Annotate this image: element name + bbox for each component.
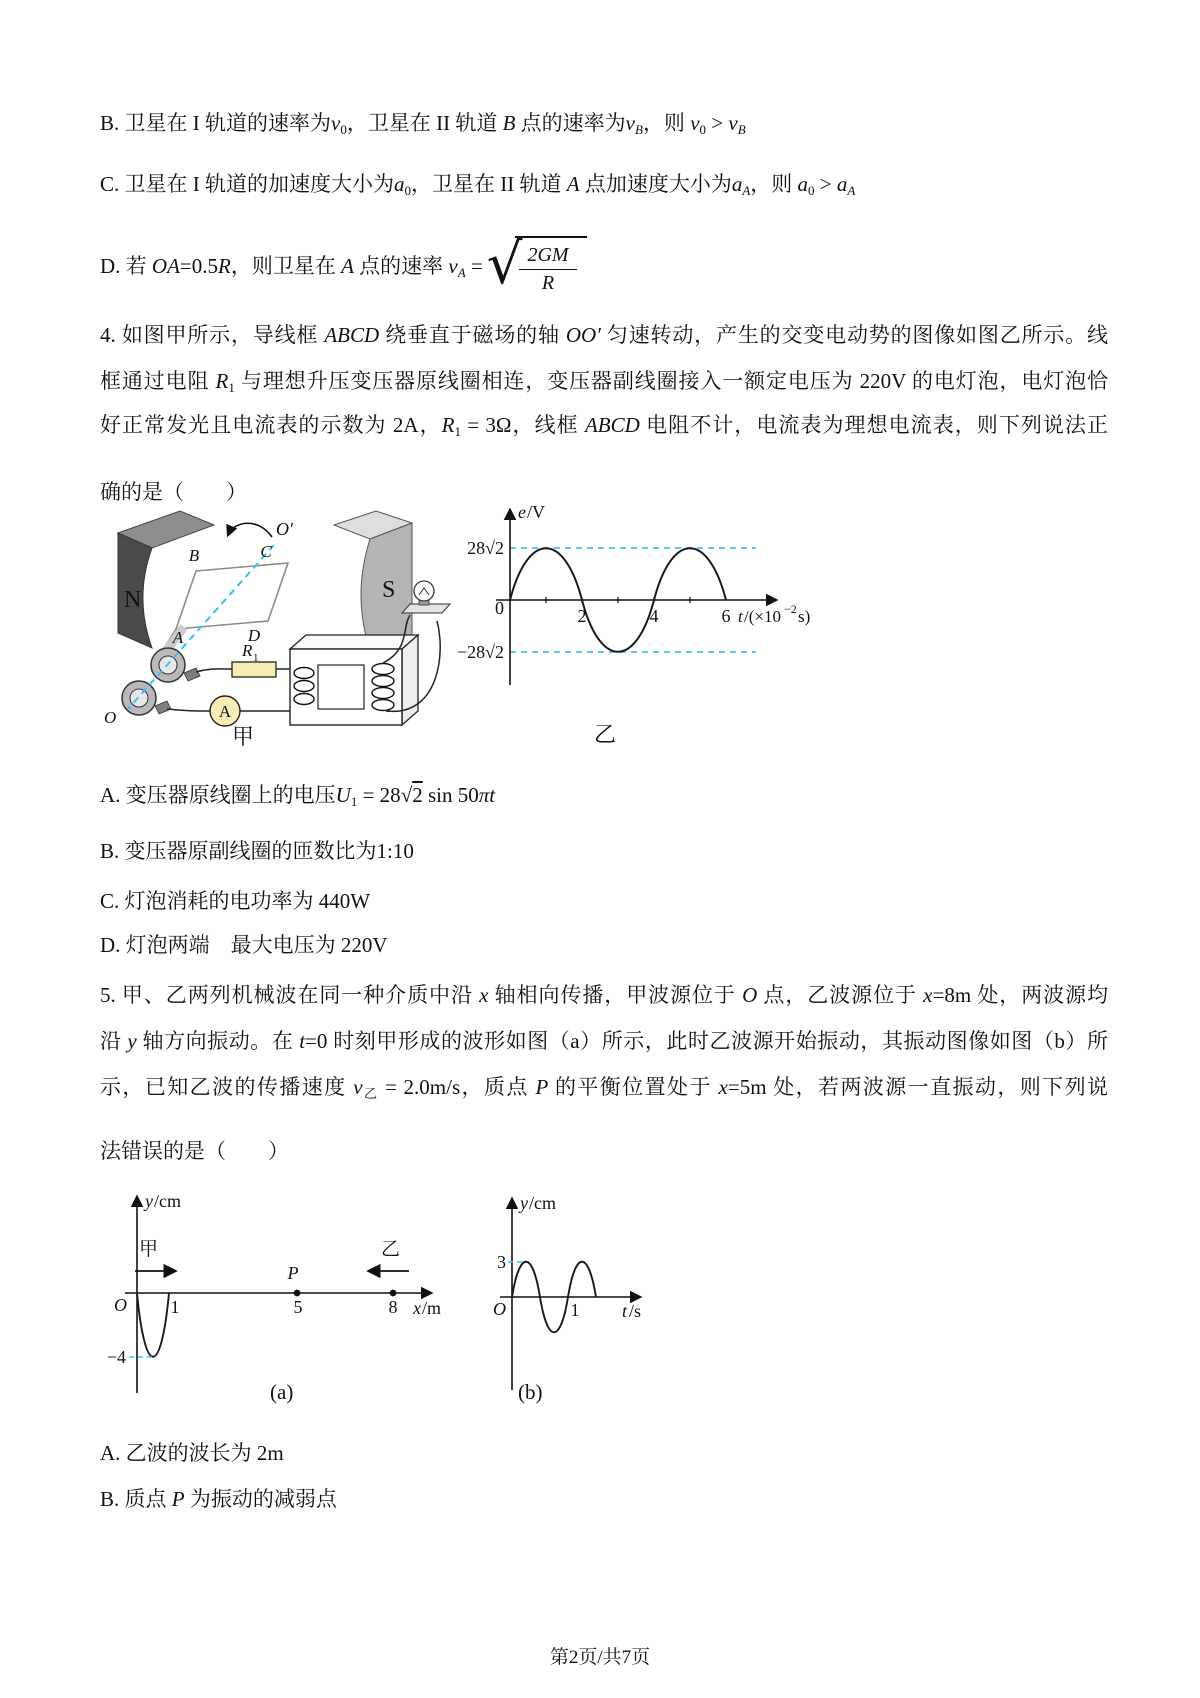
x-axis-unit: /m (422, 1298, 442, 1318)
figure-emf-graph (450, 500, 890, 700)
x-axis-mid: /(×10 (744, 607, 781, 626)
ammeter-label: A (218, 702, 232, 721)
fraction-numerator: 2GM (519, 244, 576, 270)
label-r1-sub: 1 (253, 652, 259, 664)
radical-expression (486, 232, 587, 298)
q3-option-c: C. 卫星在 I 轨道的加速度大小为a0，卫星在 II 轨道 A 点加速度大小为aA，则 a0 > aA (100, 172, 856, 198)
wave-b-svg (450, 1185, 650, 1400)
tick-8: 8 (388, 1297, 398, 1317)
tick-4: 4 (649, 606, 659, 626)
figure-yi-caption: 乙 (594, 722, 617, 747)
figure-jia-caption: 甲 (232, 724, 255, 749)
origin-label: 0 (495, 598, 504, 618)
label-jia: 甲 (139, 1239, 159, 1260)
q4-stem-line4: 确的是（ ） (100, 480, 247, 504)
rotation-arrow-icon (228, 523, 272, 537)
x-axis-sup: −2 (784, 602, 797, 616)
tick-6: 6 (721, 606, 731, 626)
figure-wave-a (95, 1185, 450, 1405)
tick-5: 5 (293, 1297, 303, 1317)
tick-2: 2 (577, 606, 587, 626)
x-axis-var: t (622, 1301, 628, 1321)
q4-stem-line2: 框通过电阻 R1 与理想升压变压器原线圈相连，变压器副线圈接入一额定电压为 220V 的电灯泡，电灯泡恰 (100, 369, 1108, 395)
label-o-prime: O′ (276, 519, 293, 539)
wave-a-svg (95, 1185, 450, 1400)
q5-stem-line4: 法错误的是（ ） (100, 1139, 289, 1163)
q4-option-b: B. 变压器原副线圈的匝数比为1:10 (100, 839, 414, 863)
q3-option-d (100, 230, 587, 300)
label-c: C (260, 542, 272, 561)
y-min-label: −28√2 (456, 642, 504, 662)
wire (196, 669, 232, 672)
magnet-s-label: S (382, 577, 396, 603)
q4-option-c: C. 灯泡消耗的电功率为 440W (100, 889, 371, 913)
y-axis-unit: /V (527, 502, 545, 522)
source-yi-dot (390, 1290, 397, 1297)
label-p: P (287, 1263, 299, 1283)
wave-half-trough (137, 1293, 169, 1357)
q4-stem-line1: 4. 如图甲所示，导线框 ABCD 绕垂直于磁场的轴 OO′ 匀速转动，产生的交变电动势的图像如图乙所示。线 (100, 323, 1109, 347)
q4-stem-line3: 好正常发光且电流表的示数为 2A，R1 = 3Ω，线框 ABCD 电阻不计，电流表为理想电流表，则下列说法正 (100, 413, 1109, 439)
x-axis-var: x (413, 1298, 421, 1318)
label-yi: 乙 (381, 1239, 401, 1260)
radical-sign-icon: √ (486, 232, 523, 298)
y-axis-unit: /cm (529, 1193, 556, 1213)
figure-generator-diagram (92, 505, 454, 738)
slip-rings (122, 648, 200, 715)
y-axis-unit: /cm (154, 1191, 181, 1211)
page-number: 第2页/共7页 (549, 1647, 651, 1668)
figure-wave-b (450, 1185, 650, 1405)
origin-label: O (114, 1295, 127, 1315)
y3-label: 3 (497, 1252, 506, 1272)
y-axis-var: y (145, 1191, 153, 1211)
magnet-n-label: N (124, 587, 142, 613)
neg4-label: −4 (106, 1347, 126, 1367)
y-axis-var: e (518, 502, 526, 522)
q4-option-a: A. 变压器原线圈上的电压U1 = 28√2 sin 50πt (100, 783, 496, 809)
q5-stem-line2: 沿 y 轴方向振动。在 t=0 时刻甲形成的波形如图（a）所示，此时乙波源开始振动，其振动图像如图（b）所 (100, 1029, 1109, 1053)
tick-1: 1 (170, 1297, 180, 1317)
fraction-denominator: R (541, 271, 555, 294)
q5-stem-line1: 5. 甲、乙两列机械波在同一种介质中沿 x 轴相向传播，甲波源位于 O 点，乙波源位于 x=8m 处，两波源均 (100, 983, 1109, 1007)
x-axis-var: t (738, 607, 743, 626)
origin-label: O (493, 1299, 506, 1319)
x-axis-end: s) (798, 607, 811, 626)
resistor-r1 (232, 662, 276, 677)
label-d: D (247, 626, 261, 645)
q5-stem-line3: 示，已知乙波的传播速度 v乙 = 2.0m/s，质点 P 的平衡位置处于 x=5m 处，若两波源一直振动，则下列说 (100, 1075, 1108, 1101)
wire (167, 709, 210, 711)
generator-diagram-svg (92, 505, 454, 733)
label-o: O (104, 708, 117, 727)
y-max-label: 28√2 (467, 538, 504, 558)
fraction (519, 244, 576, 295)
q5-option-b: B. 质点 P 为振动的减弱点 (100, 1487, 337, 1511)
point-p-dot (294, 1290, 301, 1297)
y-axis-var: y (520, 1193, 528, 1213)
x-axis-unit: /s (629, 1301, 642, 1321)
q3-option-b: B. 卫星在 I 轨道的速率为v0，卫星在 II 轨道 B 点的速率为vB，则 v0 > vB (100, 111, 746, 137)
q3-option-d-text: D. 若 OA=0.5R，则卫星在 A 点的速率 vA = (100, 253, 483, 280)
q4-option-d: D. 灯泡两端 最大电压为 220V (100, 933, 388, 957)
radical-body (515, 236, 586, 295)
magnet-south (334, 511, 412, 651)
figure-a-caption: (a) (270, 1380, 294, 1404)
emf-graph-svg (450, 500, 890, 695)
figure-b-caption: (b) (518, 1380, 543, 1404)
label-r1: R (242, 641, 253, 660)
label-a: A (172, 628, 184, 647)
tick-1: 1 (570, 1300, 580, 1320)
label-b: B (188, 546, 200, 565)
q5-option-a: A. 乙波的波长为 2m (100, 1441, 284, 1465)
